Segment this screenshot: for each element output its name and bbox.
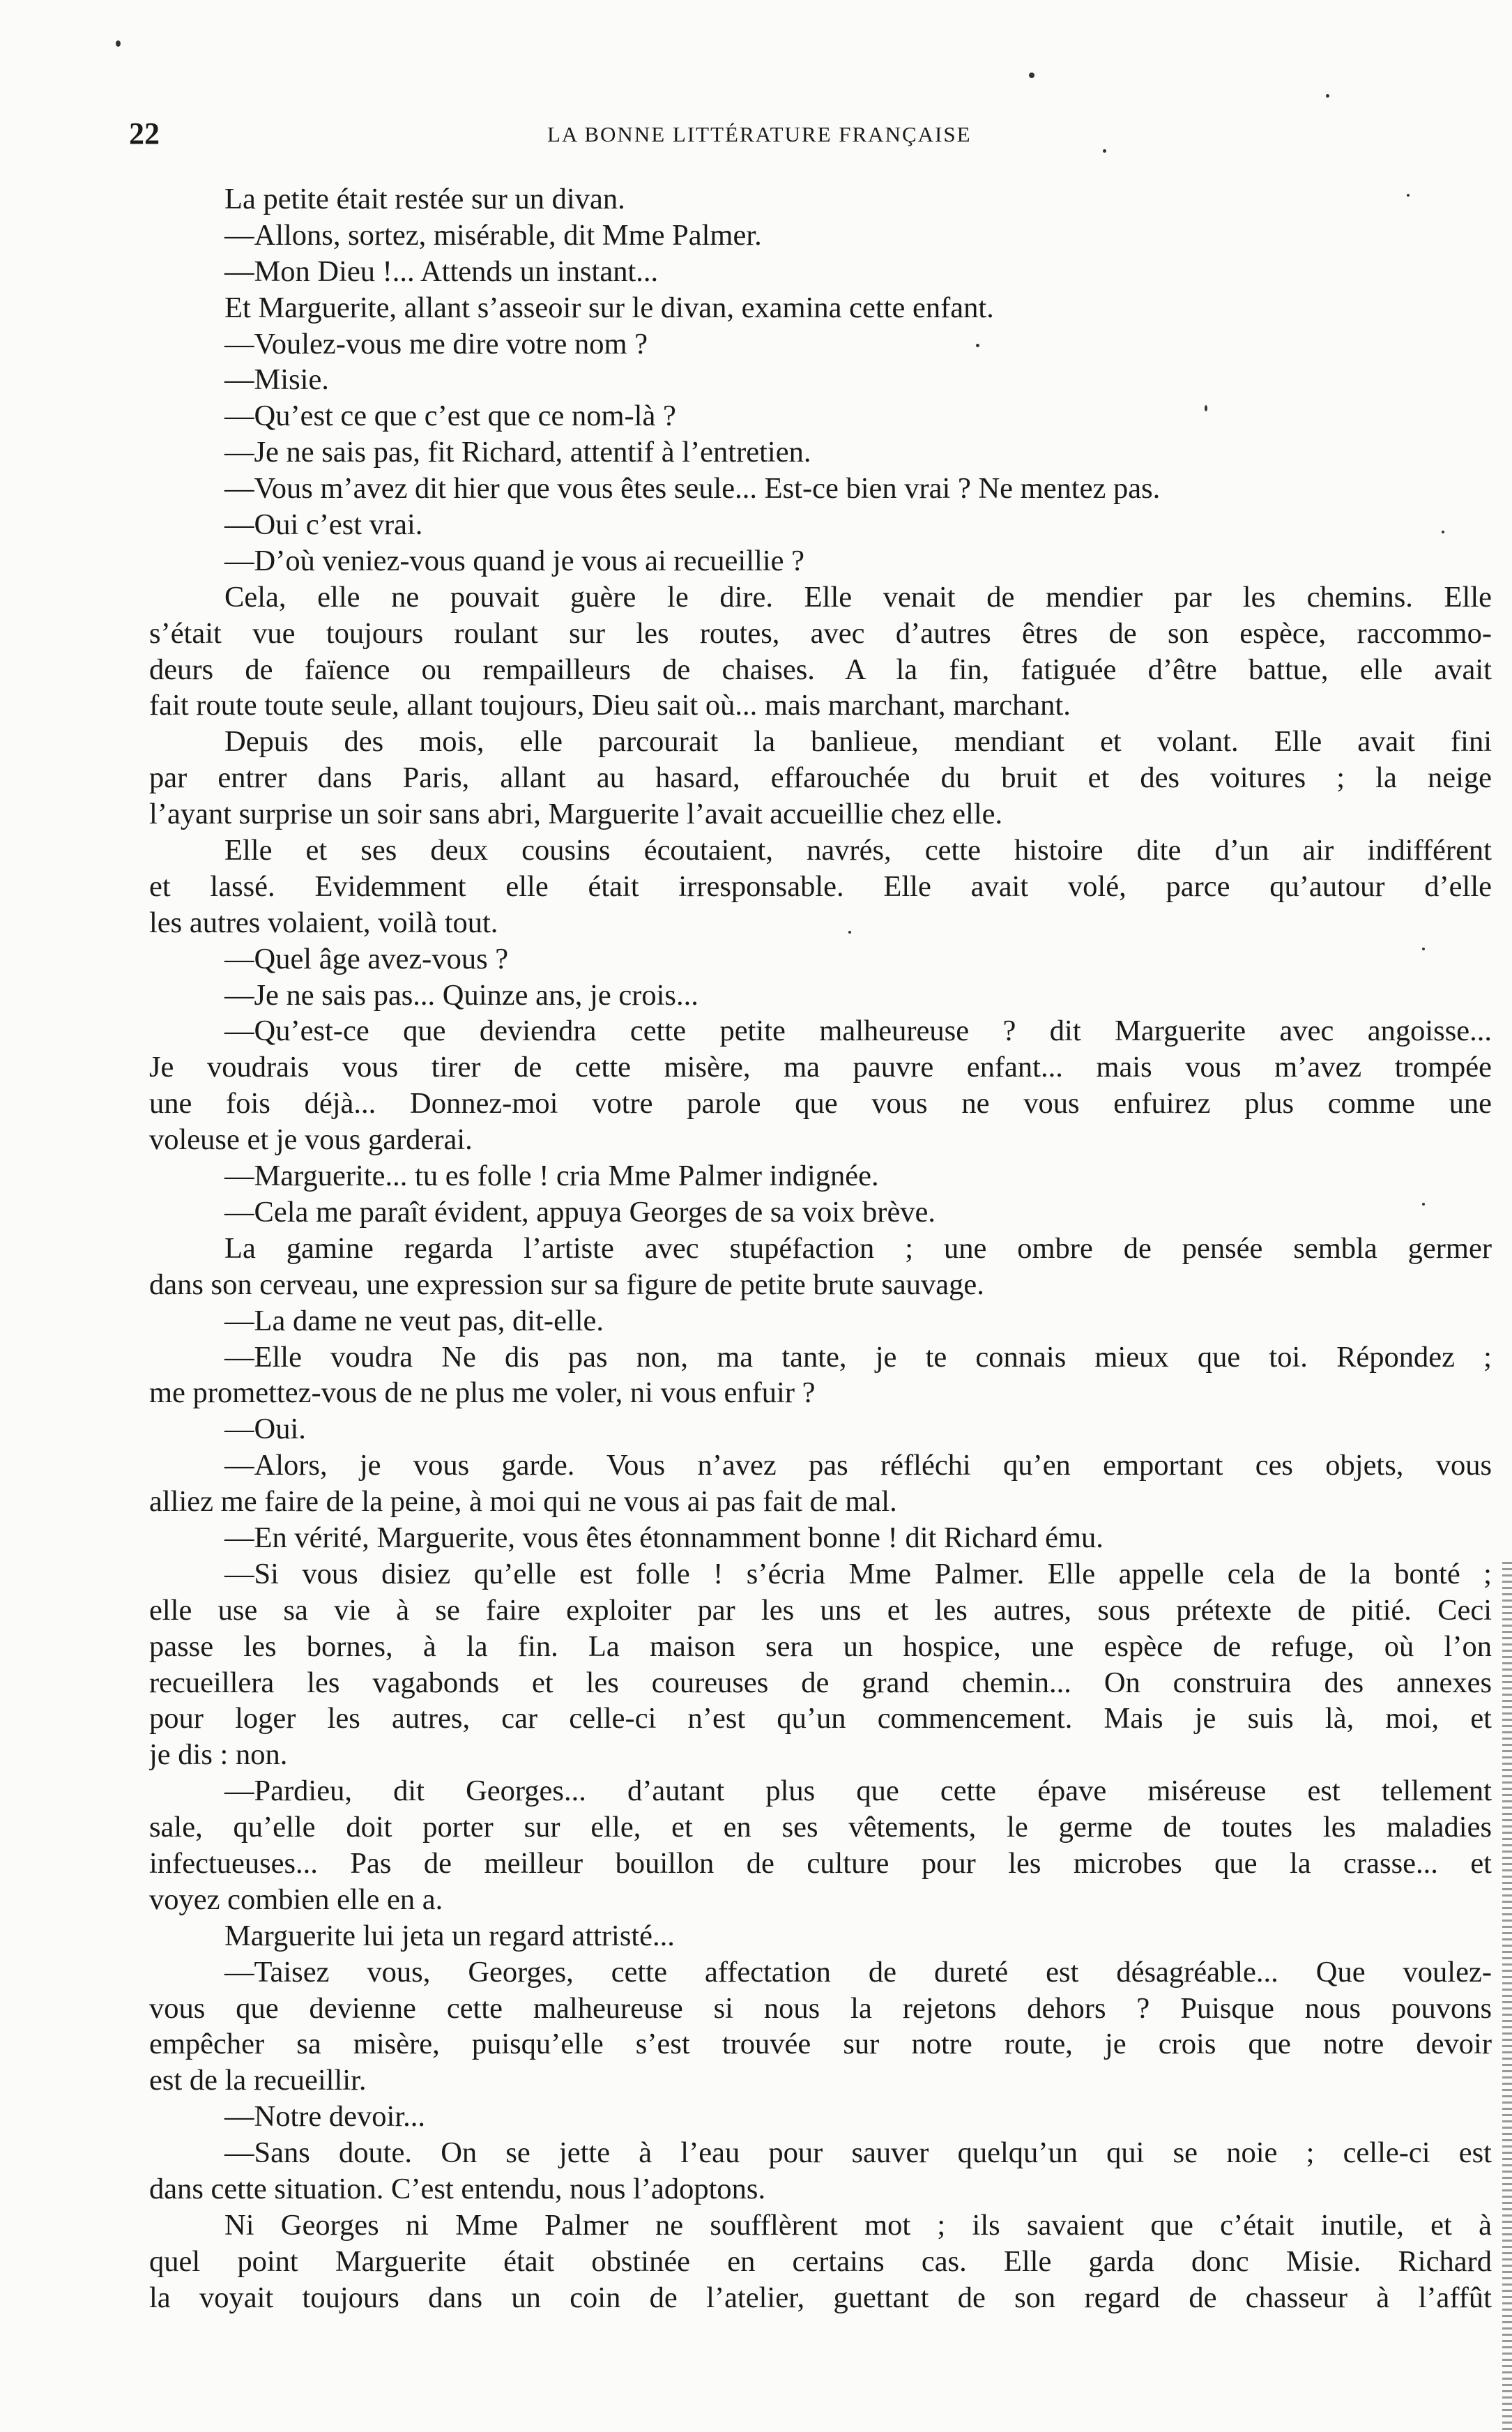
text-line: —Oui. [224, 1413, 306, 1446]
running-title: LA BONNE LITTÉRATURE FRANÇAISE [547, 122, 972, 146]
text-line: fait route toute seule, allant toujours, Dieu sait où... mais marchant, marchant. [149, 689, 1071, 722]
text-line: voleuse et je vous garderai. [149, 1123, 473, 1157]
text-line: —Elle voudra Ne dis pas non, ma tante, je te connais mieux que toi. Répondez ; [224, 1340, 1492, 1374]
text-line: une fois déjà... Donnez-moi votre parole que vous ne vous enfuirez plus comme une [149, 1087, 1492, 1120]
text-line: Ni Georges ni Mme Palmer ne soufflèrent mot ; ils savaient que c’était inutile, et à [224, 2208, 1492, 2242]
text-line: les autres volaient, voilà tout. [149, 906, 498, 939]
text-line: —Allons, sortez, misérable, dit Mme Palmer. [224, 218, 762, 252]
text-line: dans cette situation. C’est entendu, nous l’adoptons. [149, 2172, 766, 2205]
text-line: dans son cerveau, une expression sur sa figure de petite brute sauvage. [149, 1268, 984, 1301]
text-line: Je voudrais vous tirer de cette misère, ma pauvre enfant... mais vous m’avez trompée [149, 1051, 1492, 1084]
text-line: —D’où veniez-vous quand je vous ai recueillie ? [224, 544, 805, 577]
page-number: 22 [129, 116, 160, 151]
text-line: —Marguerite... tu es folle ! cria Mme Palmer indignée. [224, 1160, 879, 1193]
text-line: la voyait toujours dans un coin de l’atelier, guettant de son regard de chasseur à l’affût [149, 2281, 1492, 2314]
text-line: —Oui c’est vrai. [224, 508, 423, 542]
text-line: —Sans doute. On se jette à l’eau pour sauver quelqu’un qui se noie ; celle-ci est [224, 2136, 1492, 2170]
text-line: me promettez-vous de ne plus me voler, ni vous enfuir ? [149, 1376, 816, 1410]
text-line: —Mon Dieu !... Attends un instant... [224, 254, 659, 288]
text-line: —Si vous disiez qu’elle est folle ! s’écria Mme Palmer. Elle appelle cela de la bonté ; [224, 1557, 1492, 1590]
text-line: Depuis des mois, elle parcourait la banlieue, mendiant et volant. Elle avait fini [224, 725, 1492, 759]
text-line: recueillera les vagabonds et les coureuses de grand chemin... On construira des annexes [149, 1666, 1492, 1699]
ink-speck [116, 40, 121, 47]
body-text [149, 181, 1492, 2316]
text-line: elle use sa vie à se faire exploiter par les uns et les autres, sous prétexte de pitié. Ceci [149, 1593, 1492, 1627]
text-line: est de la recueillir. [149, 2064, 367, 2097]
text-line: alliez me faire de la peine, à moi qui ne vous ai pas fait de mal. [149, 1485, 897, 1519]
text-line: —La dame ne veut pas, dit-elle. [224, 1304, 604, 1337]
text-line: pour loger les autres, car celle-ci n’est qu’un commencement. Mais je suis là, moi, et [149, 1702, 1492, 1735]
text-line: Elle et ses deux cousins écoutaient, navrés, cette histoire dite d’un air indifférent [224, 834, 1492, 867]
text-line: Cela, elle ne pouvait guère le dire. Elle venait de mendier par les chemins. Elle [224, 580, 1492, 614]
text-line: —Misie. [224, 363, 329, 397]
text-line: par entrer dans Paris, allant au hasard, effarouchée du bruit et des voitures ; la neige [149, 761, 1492, 795]
text-line: quel point Marguerite était obstinée en certains cas. Elle garda donc Misie. Richard [149, 2244, 1492, 2278]
text-line: passe les bornes, à la fin. La maison sera un hospice, une espèce de refuge, où l’on [149, 1629, 1492, 1663]
text-line: —Vous m’avez dit hier que vous êtes seule... Est-ce bien vrai ? Ne mentez pas. [224, 472, 1161, 506]
text-line: La gamine regarda l’artiste avec stupéfaction ; une ombre de pensée sembla germer [224, 1231, 1492, 1265]
text-line: l’ayant surprise un soir sans abri, Marguerite l’avait accueillie chez elle. [149, 798, 1003, 831]
text-line: —Je ne sais pas... Quinze ans, je crois... [224, 978, 698, 1012]
text-line: —Qu’est-ce que deviendra cette petite malheureuse ? dit Marguerite avec angoisse... [224, 1014, 1492, 1048]
text-line: —Pardieu, dit Georges... d’autant plus que cette épave miséreuse est tellement [224, 1774, 1492, 1808]
text-line: je dis : non. [149, 1738, 288, 1772]
page-header [129, 113, 1216, 155]
text-line: —Quel âge avez-vous ? [224, 942, 509, 975]
text-line: —Notre devoir... [224, 2100, 425, 2134]
text-line: et lassé. Evidemment elle était irresponsable. Elle avait volé, parce qu’autour d’elle [149, 869, 1492, 903]
text-line: La petite était restée sur un divan. [224, 183, 625, 215]
text-line: —Taisez vous, Georges, cette affectation de dureté est désagréable... Que voulez- [224, 1955, 1492, 1989]
text-line: —Alors, je vous garde. Vous n’avez pas réfléchi qu’en emportant ces objets, vous [224, 1449, 1492, 1482]
text-line: Et Marguerite, allant s’asseoir sur le divan, examina cette enfant. [224, 291, 994, 324]
text-line: —Voulez-vous me dire votre nom ? [224, 327, 648, 360]
text-line: —Qu’est ce que c’est que ce nom-là ? [224, 400, 676, 433]
text-line: s’était vue toujours roulant sur les routes, avec d’autres êtres de son espèce, raccommo- [149, 616, 1492, 650]
text-line: Marguerite lui jeta un regard attristé... [224, 1919, 675, 1952]
text-line: infectueuses... Pas de meilleur bouillon de culture pour les microbes que la crasse... et [149, 1846, 1492, 1880]
text-line: sale, qu’elle doit porter sur elle, et en ses vêtements, le germe de toutes les maladies [149, 1811, 1492, 1844]
ink-speck [1029, 73, 1034, 78]
text-line: —Je ne sais pas, fit Richard, attentif à l’entretien. [224, 436, 811, 469]
text-line: vous que devienne cette malheureuse si nous la rejetons dehors ? Puisque nous pouvons [149, 1991, 1492, 2025]
text-line: deurs de faïence ou rempailleurs de chaises. A la fin, fatiguée d’être battue, elle avait [149, 653, 1492, 686]
text-line: —En vérité, Marguerite, vous êtes étonnamment bonne ! dit Richard ému. [224, 1521, 1104, 1554]
ink-speck [1326, 94, 1329, 98]
page-edge-binding [1502, 1562, 1512, 2432]
text-line: empêcher sa misère, puisqu’elle s’est trouvée sur notre route, je crois que notre devoir [149, 2028, 1492, 2061]
text-line: —Cela me paraît évident, appuya Georges de sa voix brève. [224, 1195, 936, 1229]
text-line: voyez combien elle en a. [149, 1883, 443, 1916]
